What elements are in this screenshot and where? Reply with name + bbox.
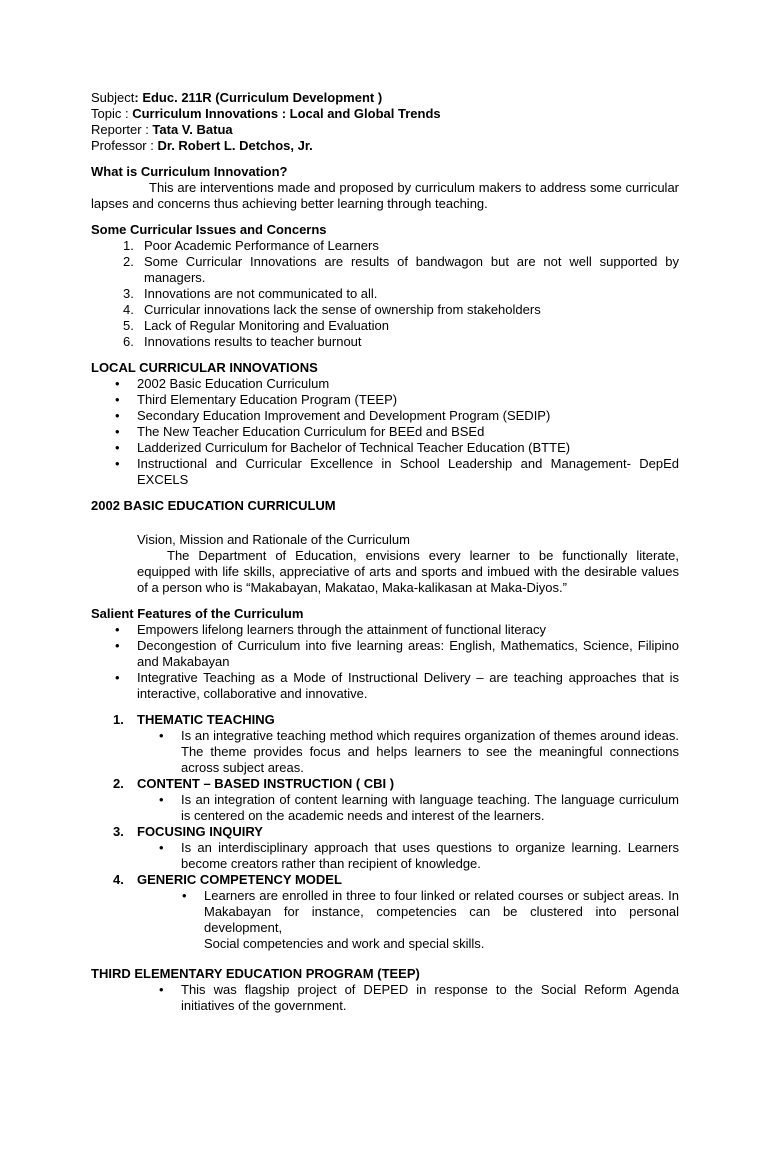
reporter-value: Tata V. Batua bbox=[152, 122, 233, 137]
topic-value: Curriculum Innovations : Local and Global Trends bbox=[132, 106, 441, 121]
document-page bbox=[91, 90, 679, 1014]
feature-item bbox=[91, 872, 679, 952]
feature-item bbox=[91, 824, 679, 872]
item-text: Poor Academic Performance of Learners bbox=[144, 238, 379, 253]
header-block bbox=[91, 90, 679, 154]
list-item: • 2002 Basic Education Curriculum bbox=[91, 376, 679, 392]
item-text: Learners are enrolled in three to four linked or related courses or subject areas. In Makabayan for instance, competencies can be clustered into personal development, bbox=[204, 888, 679, 935]
feature-sublist bbox=[137, 728, 679, 776]
item-text: Innovations results to teacher burnout bbox=[144, 334, 362, 349]
feature-title: FOCUSING INQUIRY bbox=[137, 824, 263, 839]
local-heading: LOCAL CURRICULAR INNOVATIONS bbox=[91, 360, 318, 375]
item-text: Innovations are not communicated to all. bbox=[144, 286, 378, 301]
list-item bbox=[91, 254, 679, 286]
topic-label: Topic : bbox=[91, 106, 133, 121]
vision-title: Vision, Mission and Rationale of the Curriculum bbox=[137, 532, 410, 547]
list-item: • The New Teacher Education Curriculum for BEEd and BSEd bbox=[91, 424, 679, 440]
reporter-line bbox=[91, 122, 679, 138]
bec-heading: 2002 BASIC EDUCATION CURRICULUM bbox=[91, 498, 336, 513]
list-item: • Decongestion of Curriculum into five learning areas: English, Mathematics, Science, Filipino and Makabayan bbox=[91, 638, 679, 670]
vision-block bbox=[91, 520, 679, 596]
feature-title: THEMATIC TEACHING bbox=[137, 712, 275, 727]
feature-sublist bbox=[137, 840, 679, 872]
subject-line bbox=[91, 90, 679, 106]
list-item: • Is an integration of content learning with language teaching. The language curriculum is centered on the academic needs and interest of the learners. bbox=[137, 792, 679, 824]
list-item: • Ladderized Curriculum for Bachelor of Technical Teacher Education (BTTE) bbox=[91, 440, 679, 456]
teep-heading: THIRD ELEMENTARY EDUCATION PROGRAM (TEEP) bbox=[91, 966, 420, 981]
feature-number: 2. bbox=[113, 776, 124, 791]
feature-sublist bbox=[137, 888, 679, 952]
professor-line bbox=[91, 138, 679, 154]
issues-list bbox=[91, 238, 679, 350]
feature-title: CONTENT – BASED INSTRUCTION ( CBI ) bbox=[137, 776, 395, 791]
feature-number: 1. bbox=[113, 712, 124, 727]
item-number: 1. bbox=[123, 238, 134, 253]
list-item: • Secondary Education Improvement and Development Program (SEDIP) bbox=[91, 408, 679, 424]
item-number: 3. bbox=[123, 286, 134, 301]
list-item bbox=[91, 318, 679, 334]
list-item bbox=[91, 238, 679, 254]
list-item: • Integrative Teaching as a Mode of Instructional Delivery – are teaching approaches that is interactive, collaborative and innovative. bbox=[91, 670, 679, 702]
list-item bbox=[91, 302, 679, 318]
item-text-continued: Social competencies and work and special skills. bbox=[204, 936, 485, 951]
item-number: 4. bbox=[123, 302, 134, 317]
subject-label: Subject bbox=[91, 90, 135, 105]
item-number: 6. bbox=[123, 334, 134, 349]
feature-number: 4. bbox=[113, 872, 124, 887]
issues-heading: Some Curricular Issues and Concerns bbox=[91, 222, 327, 237]
list-item: • Is an interdisciplinary approach that uses questions to organize learning. Learners become creators rather than recipient of knowledge. bbox=[137, 840, 679, 872]
list-item bbox=[91, 334, 679, 350]
list-item: • This was flagship project of DEPED in response to the Social Reform Agenda initiatives of the government. bbox=[91, 982, 679, 1014]
subject-value: : Educ. 211R (Curriculum Development ) bbox=[134, 90, 383, 105]
feature-number: 3. bbox=[113, 824, 124, 839]
list-item bbox=[137, 888, 679, 952]
item-number: 2. bbox=[123, 254, 134, 269]
item-number: 5. bbox=[123, 318, 134, 333]
professor-value: Dr. Robert L. Detchos, Jr. bbox=[157, 138, 313, 153]
list-item: • Instructional and Curricular Excellence in School Leadership and Management- DepEd EXCELS bbox=[91, 456, 679, 488]
feature-title: GENERIC COMPETENCY MODEL bbox=[137, 872, 342, 887]
salient-heading: Salient Features of the Curriculum bbox=[91, 606, 304, 621]
local-list bbox=[91, 376, 679, 488]
professor-label: Professor : bbox=[91, 138, 158, 153]
features-list bbox=[91, 712, 679, 952]
what-is-heading: What is Curriculum Innovation? bbox=[91, 164, 288, 179]
feature-sublist bbox=[137, 792, 679, 824]
salient-list bbox=[91, 622, 679, 702]
item-text: Lack of Regular Monitoring and Evaluation bbox=[144, 318, 389, 333]
list-item bbox=[91, 286, 679, 302]
what-is-text: This are interventions made and proposed by curriculum makers to address some curricular lapses and concerns thus achieving better learning through teaching. bbox=[91, 180, 679, 211]
list-item: • Third Elementary Education Program (TEEP) bbox=[91, 392, 679, 408]
topic-line bbox=[91, 106, 679, 122]
item-text: Some Curricular Innovations are results of bandwagon but are not well supported by managers. bbox=[144, 254, 679, 285]
feature-item bbox=[91, 712, 679, 776]
list-item: • Empowers lifelong learners through the attainment of functional literacy bbox=[91, 622, 679, 638]
reporter-label: Reporter : bbox=[91, 122, 153, 137]
feature-item bbox=[91, 776, 679, 824]
list-item: • Is an integrative teaching method which requires organization of themes around ideas. The theme provides focus and helps learners to see the meaningful connections across subject areas. bbox=[137, 728, 679, 776]
teep-list bbox=[91, 982, 679, 1014]
vision-text: The Department of Education, envisions every learner to be functionally literate, equipped with life skills, appreciative of arts and sports and imbued with the desirable values of a person who is “Makabayan, Makatao, Maka-kalikasan at Maka-Diyos.” bbox=[137, 548, 679, 595]
item-text: Curricular innovations lack the sense of ownership from stakeholders bbox=[144, 302, 541, 317]
